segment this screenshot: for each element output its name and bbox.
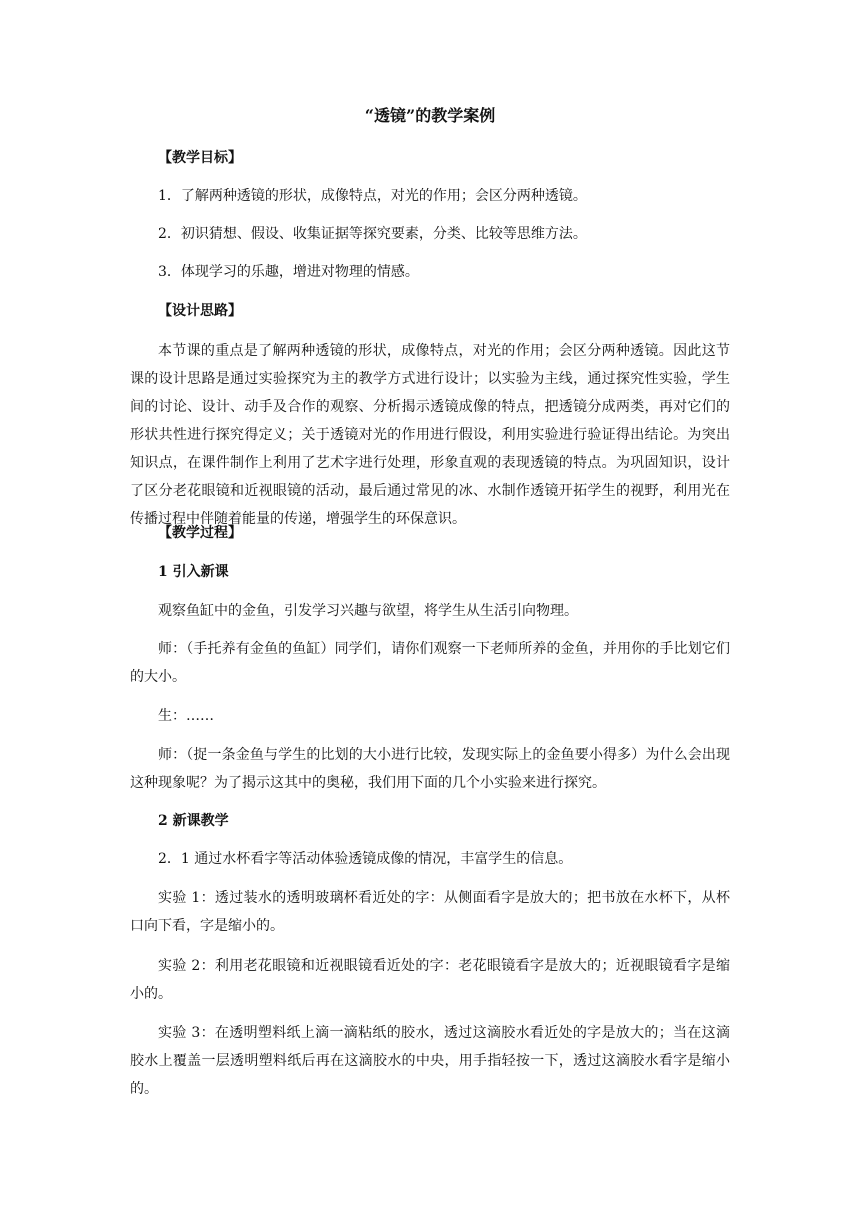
experiment-3: 实验 3：在透明塑料纸上滴一滴粘纸的胶水，透过这滴胶水看近处的字是放大的；当在这滴胶水上覆盖一层透明塑料纸后再在这滴胶水的中央，用手指轻按一下，透过这滴胶水看字是缩小的。 [130,1025,730,1097]
intro-paragraph-1: 观察鱼缸中的金鱼，引发学习兴趣与欲望，将学生从生活引向物理。 [158,603,578,619]
new-lesson-paragraph-1: 2．1 通过水杯看字等活动体验透镜成像的情况，丰富学生的信息。 [158,851,573,867]
intro-paragraph-4: 师：（捉一条金鱼与学生的比划的大小进行比较，发现实际上的金鱼要小得多）为什么会出现这种现象呢？为了揭示这其中的奥秘，我们用下面的几个小实验来进行探究。 [130,747,730,791]
goal-item-2: 2．初识猜想、假设、收集证据等探究要素，分类、比较等思维方法。 [158,226,587,242]
intro-heading: 1 引入新课 [158,564,229,580]
new-lesson-heading: 2 新课教学 [158,813,229,829]
intro-paragraph-3: 生：…… [158,708,214,724]
goals-heading: 【教学目标】 [158,150,242,166]
design-heading: 【设计思路】 [158,303,242,319]
experiment-2: 实验 2：利用老花眼镜和近视眼镜看近处的字：老花眼镜看字是放大的；近视眼镜看字是缩小的。 [130,958,730,1002]
design-paragraph: 本节课的重点是了解两种透镜的形状，成像特点，对光的作用；会区分两种透镜。因此这节课的设计思路是通过实验探究为主的教学方式进行设计；以实验为主线，通过探究性实验，学生间的讨论、设计、动手及合作的观察、分析揭示透镜成像的特点，把透镜分成两类，再对它们的形状共性进行探究得定义；关于透镜对光的作用进行假设，利用实验进行验证得出结论。为突出知识点，在课件制作上利用了艺术字进行处理，形象直观的表现透镜的特点。为巩固知识，设计了区分老花眼镜和近视眼镜的活动，最后通过常见的冰、水制作透镜开拓学生的视野，利用光在传播过程中伴随着能量的传递，增强学生的环保意识。 [130,343,730,527]
goal-item-1: 1．了解两种透镜的形状，成像特点，对光的作用；会区分两种透镜。 [158,188,587,204]
document-title: “透镜”的教学案例 [364,106,496,125]
process-heading: 【教学过程】 [158,525,242,541]
intro-paragraph-2: 师：（手托养有金鱼的鱼缸）同学们，请你们观察一下老师所养的金鱼，并用你的手比划它们的大小。 [130,641,730,685]
experiment-1: 实验 1：透过装水的透明玻璃杯看近处的字：从侧面看字是放大的；把书放在水杯下，从杯口向下看，字是缩小的。 [130,890,730,934]
goal-item-3: 3．体现学习的乐趣，增进对物理的情感。 [158,264,419,280]
